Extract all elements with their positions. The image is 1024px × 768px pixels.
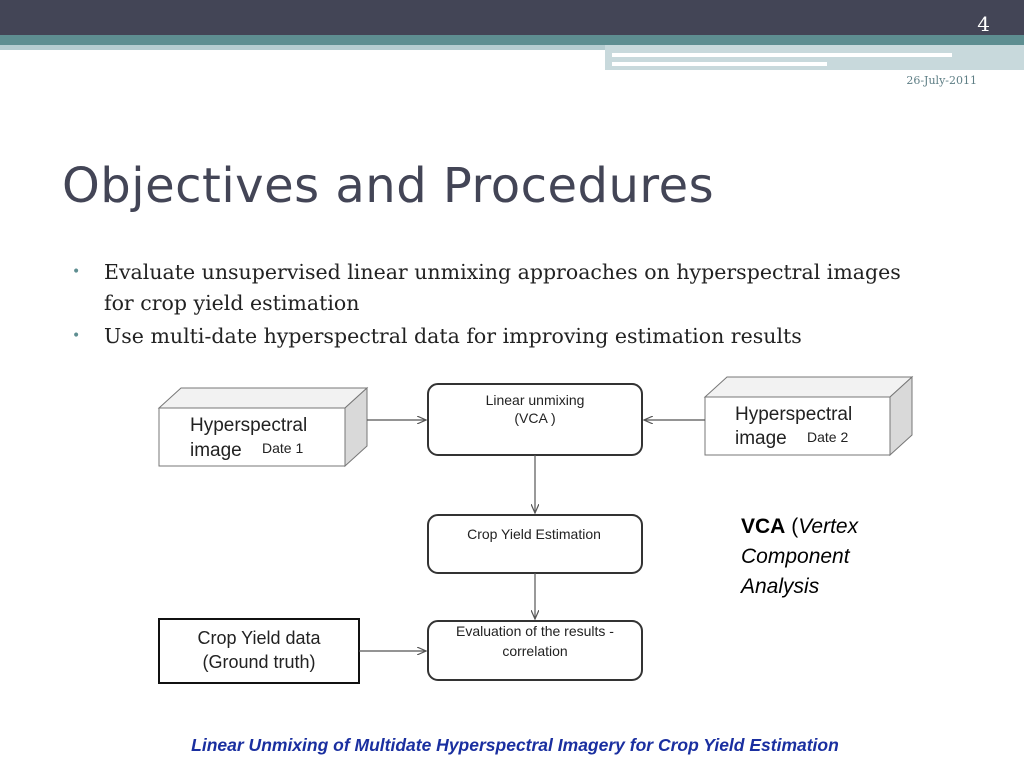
hyperspectral-date2-date: Date 2 [807, 429, 849, 445]
crop-yield-estimation-label: Crop Yield Estimation [467, 526, 601, 542]
hyperspectral-date2-label-2: image [735, 428, 787, 449]
bullet-icon: • [72, 264, 81, 280]
hyperspectral-date1-box [159, 388, 367, 466]
linear-unmixing-method: (VCA ) [514, 410, 556, 426]
hyperspectral-date2-label: Hyperspectral [735, 404, 853, 425]
bullet-item [72, 321, 902, 352]
hyperspectral-date1-date: Date 1 [262, 440, 304, 456]
bullet-text: Use multi-date hyperspectral data for improving estimation results [104, 324, 802, 348]
ground-truth-box [159, 619, 359, 683]
slide-footer: Linear Unmixing of Multidate Hyperspectral Imagery for Crop Yield Estimation [191, 735, 839, 755]
header-stripe [0, 35, 1024, 45]
crop-yield-estimation-box [428, 515, 642, 573]
hyperspectral-date2-box [705, 377, 912, 455]
header-stripe-light [0, 45, 605, 50]
hyperspectral-date1-label: Hyperspectral [190, 415, 308, 436]
bullet-text: Evaluate unsupervised linear unmixing approaches on hyperspectral images for crop yield estimation [104, 260, 901, 315]
bullet-list [72, 257, 902, 354]
bullet-item [72, 257, 902, 319]
ground-truth-label: Crop Yield data [197, 628, 321, 648]
header-stripe-line [612, 53, 952, 57]
linear-unmixing-label: Linear unmixing [485, 392, 585, 408]
evaluation-box [428, 621, 642, 680]
ground-truth-label-2: (Ground truth) [202, 652, 316, 672]
header-stripe-light-right [605, 45, 1024, 70]
linear-unmixing-box [428, 384, 642, 455]
vca-definition [741, 512, 941, 602]
slide-title: Objectives and Procedures [62, 158, 715, 214]
vca-line-2: Component [741, 545, 850, 568]
evaluation-label: Evaluation of the results - [456, 623, 614, 639]
vca-line-3: Analysis [741, 575, 820, 598]
header-stripe-line-short [612, 62, 827, 66]
vca-abbreviation: VCA [741, 515, 786, 538]
hyperspectral-date1-label-2: image [190, 440, 242, 461]
evaluation-label-2: correlation [502, 643, 568, 659]
vca-line-1: Vertex [798, 515, 859, 538]
slide-date: 26-July-2011 [906, 74, 977, 87]
slide-number: 4 [977, 12, 990, 36]
bullet-icon: • [72, 328, 81, 344]
header-bar [0, 0, 1024, 35]
vca-open-paren: ( [791, 515, 799, 538]
